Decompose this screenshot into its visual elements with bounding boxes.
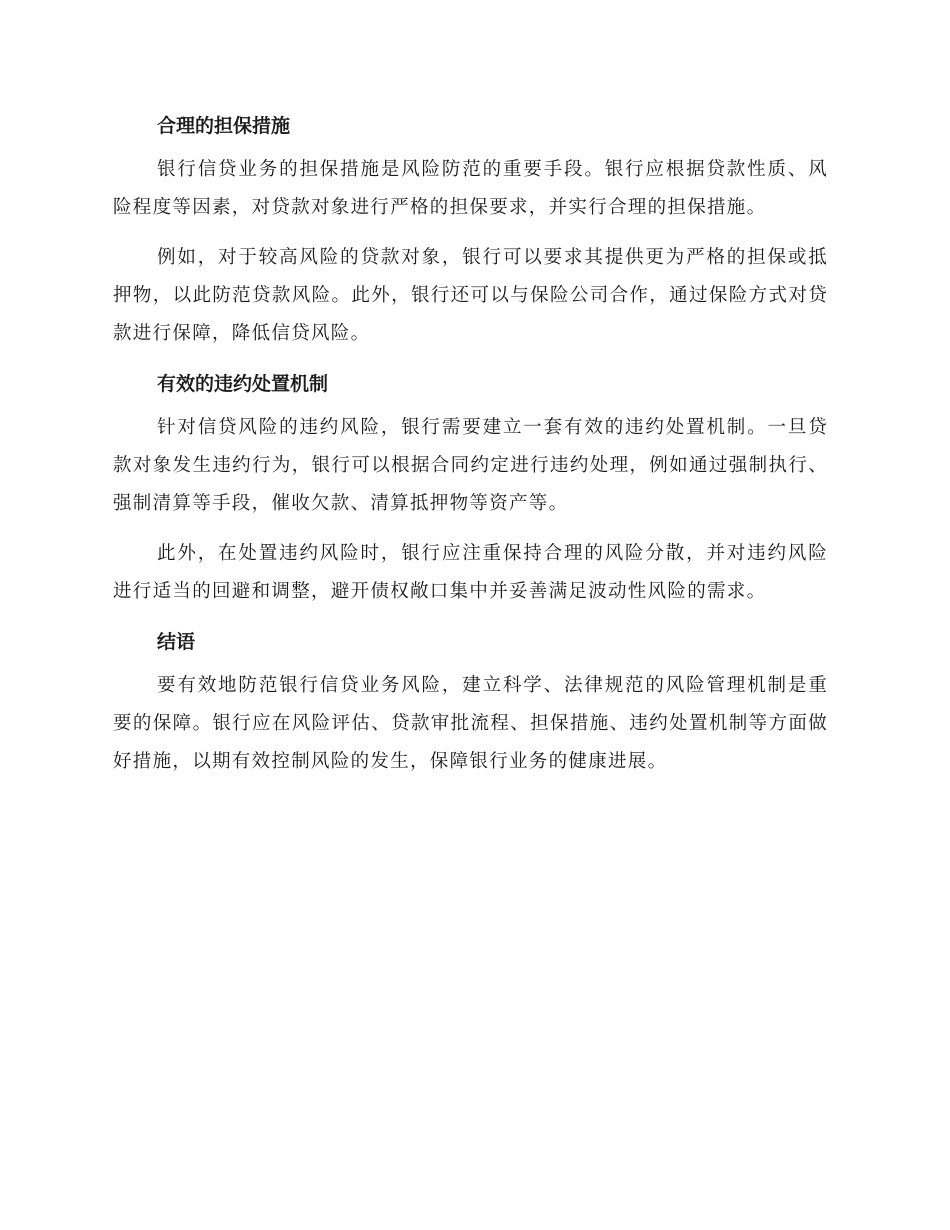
- paragraph: 此外，在处置违约风险时，银行应注重保持合理的风险分散，并对违约风险进行适当的回避和调整，避开债权敞口集中并妥善满足波动性风险的需求。: [113, 543, 828, 602]
- paragraph: 例如，对于较高风险的贷款对象，银行可以要求其提供更为严格的担保或抵押物，以此防范贷款风险。此外，银行还可以与保险公司合作，通过保险方式对贷款进行保障，降低信贷风险。: [113, 247, 828, 344]
- section-heading-guarantee: 合理的担保措施: [157, 115, 291, 137]
- document-page: [113, 107, 828, 793]
- paragraph: 针对信贷风险的违约风险，银行需要建立一套有效的违约处置机制。一旦贷款对象发生违约行为，银行可以根据合同约定进行违约处理，例如通过强制执行、强制清算等手段，催收欠款、清算抵押物等资产等。: [113, 417, 828, 514]
- section-heading-conclusion: 结语: [157, 631, 196, 653]
- paragraph: 银行信贷业务的担保措施是风险防范的重要手段。银行应根据贷款性质、风险程度等因素，对贷款对象进行严格的担保要求，并实行合理的担保措施。: [113, 159, 828, 218]
- section-heading-default-handling: 有效的违约处置机制: [157, 373, 329, 395]
- paragraph: 要有效地防范银行信贷业务风险，建立科学、法律规范的风险管理机制是重要的保障。银行应在风险评估、贷款审批流程、担保措施、违约处置机制等方面做好措施，以期有效控制风险的发生，保障银行业务的健康进展。: [113, 675, 828, 772]
